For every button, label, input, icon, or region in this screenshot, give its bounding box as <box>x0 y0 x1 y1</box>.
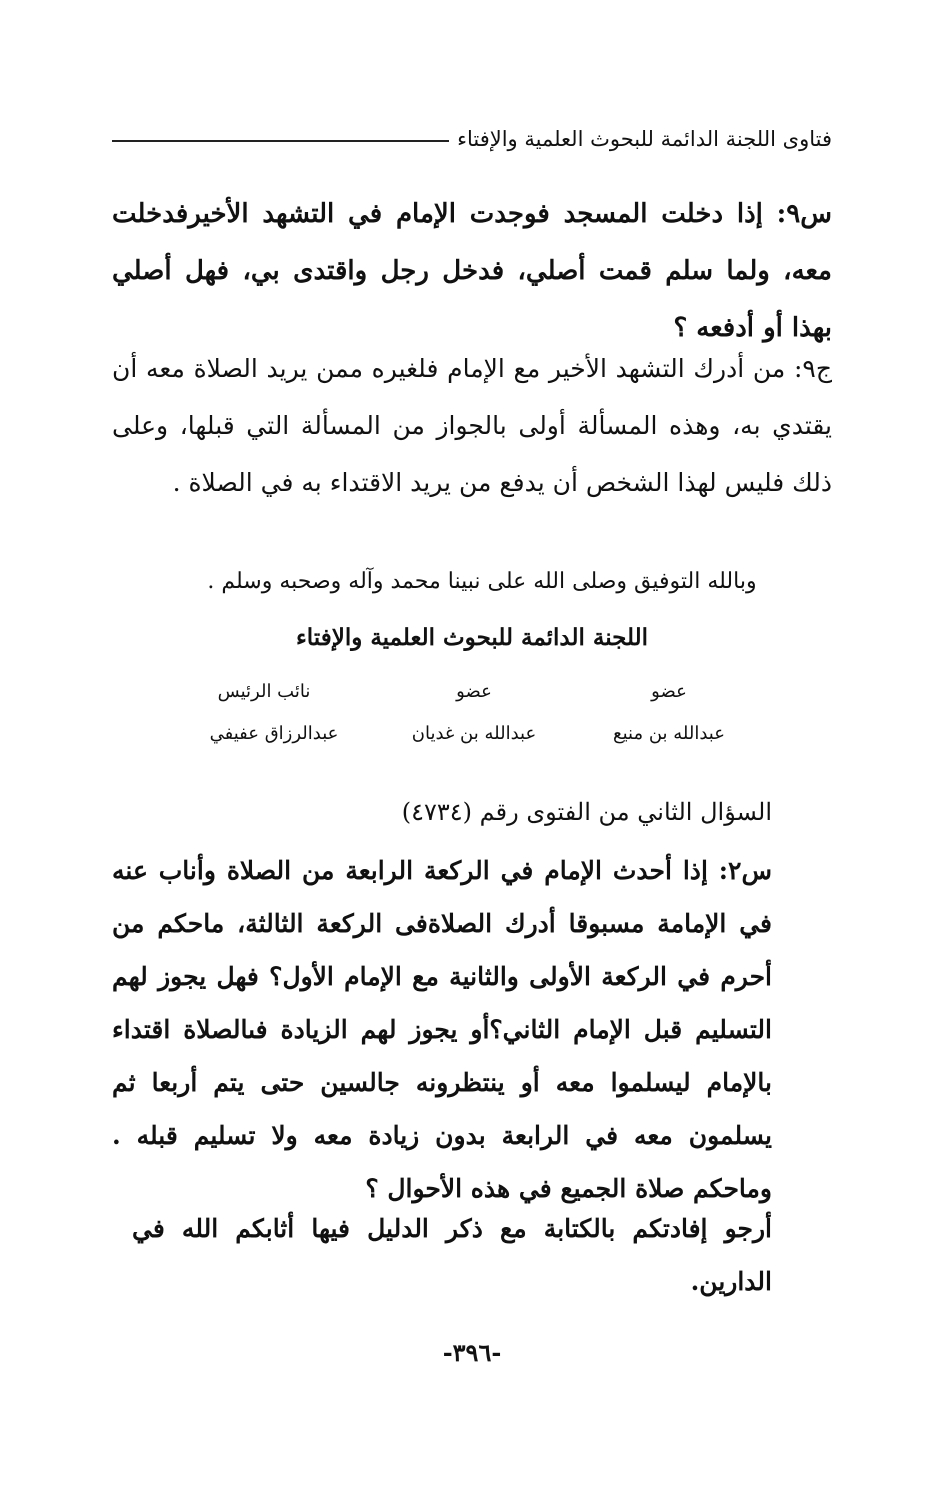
page-number: -٣٩٦- <box>442 1338 502 1367</box>
question-9: س٩: إذا دخلت المسجد فوجدت الإمام في التشهد الأخيرفدخلت معه، ولما سلم قمت أصلي، فدخل رجل واقتدى بي، فهل أصلي بهذا أو أدفعه ؟ <box>112 199 832 343</box>
committee-name: اللجنة الدائمة للبحوث العلمية والإفتاء <box>295 624 649 651</box>
member-name-1: عبدالله بن منيع <box>613 723 725 744</box>
member-role-3: نائب الرئيس <box>217 681 311 702</box>
question-2-request: أرجو إفادتكم بالكتابة مع ذكر الدليل فيها أثابكم الله في الدارين. <box>132 1214 772 1296</box>
header-rule <box>112 140 449 142</box>
member-role-1: عضو <box>651 681 687 702</box>
running-header <box>112 122 832 156</box>
member-name-3: عبدالرزاق عفيفي <box>209 723 339 744</box>
member-role-2: عضو <box>456 681 492 702</box>
member-name-2: عبدالله بن غديان <box>411 723 537 744</box>
answer-9: ج٩: من أدرك التشهد الأخير مع الإمام فلغيره ممن يريد الصلاة معه أن يقتدي به، وهذه المسألة أولى بالجواز من المسألة التي قبلها، وعلى ذلك فليس لهذا الشخص أن يدفع من يريد الاقتداء به في الصلاة . <box>112 354 832 497</box>
header-title: فتاوى اللجنة الدائمة للبحوث العلمية والإفتاء <box>457 127 832 151</box>
fatwa-2-title: السؤال الثاني من الفتوى رقم (٤٧٣٤) <box>401 798 772 826</box>
question-2: س٢: إذا أحدث الإمام في الركعة الرابعة من الصلاة وأناب عنه في الإمامة مسبوقا أدرك الصلاةفى الركعة الثالثة، ماحكم من أحرم في الركعة الأولى والثانية مع الإمام الأول؟ فهل يجوز لهم التسليم قبل الإمام الثاني؟أو يجوز لهم الزيادة فىالصلاة اقتداء بالإمام ليسلموا معه أو ينتظرونه جالسين حتى يتم أربعا ثم يسلمون معه في الرابعة بدون زيادة معه ولا تسليم قبله . وماحكم صلاة الجميع في هذه الأحوال ؟ <box>112 856 772 1203</box>
closing-prayer: وبالله التوفيق وصلى الله على نبينا محمد وآله وصحبه وسلم . <box>207 569 757 594</box>
